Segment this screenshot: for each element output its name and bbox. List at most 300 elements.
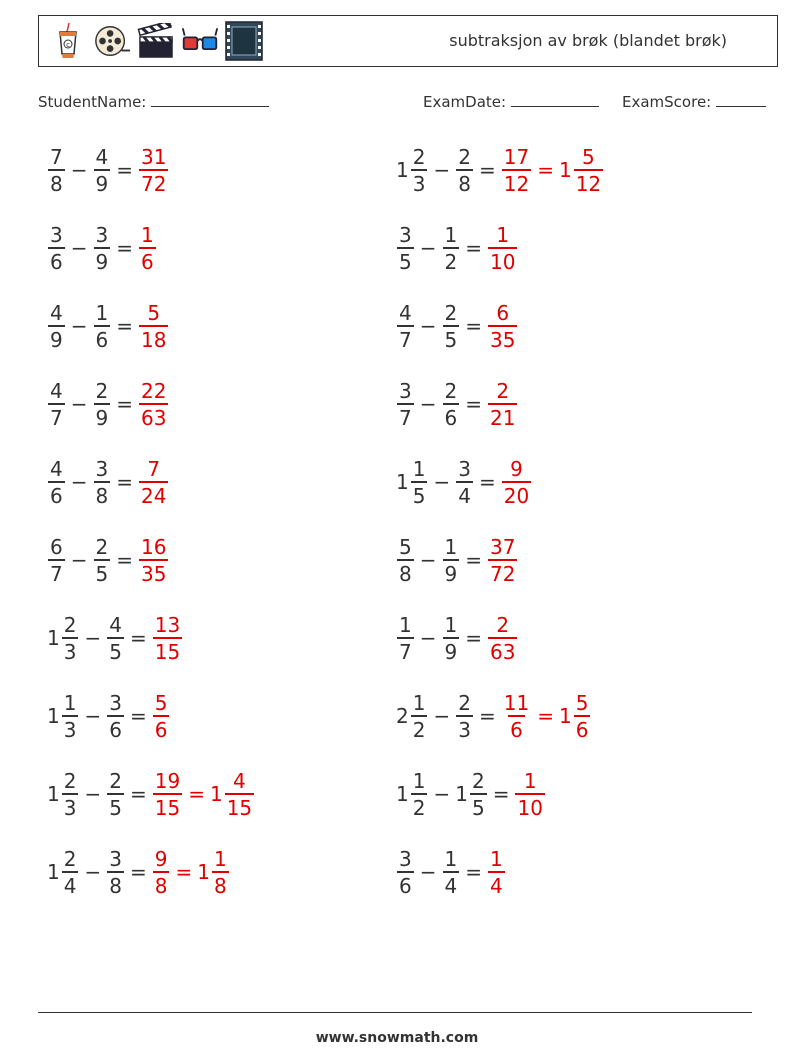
minus-sign: − [419,392,437,416]
answer [138,456,169,508]
answer [501,690,592,742]
minus-sign: − [419,626,437,650]
minuend-fraction-denominator: 8 [397,559,414,584]
answer-mixed-number [574,690,591,742]
equals-sign: = [465,392,482,416]
answer-fraction-numerator: 5 [147,300,161,325]
minuend-fraction-whole: 1 [47,782,60,806]
answer [487,222,518,274]
3d-glasses-icon [181,21,219,61]
answer-fraction-numerator: 1 [141,222,154,247]
minuend-fraction-numerator: 3 [399,378,412,403]
subtrahend-fraction-denominator: 6 [107,715,124,740]
answer-fraction [139,222,156,274]
minuend-fraction [397,222,414,274]
minuend-fraction-whole: 2 [396,704,409,728]
answer-fraction [153,612,182,664]
subtrahend-fraction [456,690,473,742]
footer-url: www.snowmath.com [315,1030,479,1046]
equals-sign: = [465,626,482,650]
problem-item [47,530,169,590]
minus-sign: − [70,314,88,338]
problem-item [396,686,591,746]
subtrahend-fraction-numerator: 2 [444,378,458,403]
minuend-fraction-denominator: 7 [48,559,65,584]
answer-fraction-numerator: 19 [154,768,181,793]
answer-mixed-number-numerator: 5 [582,144,595,169]
answer-fraction-denominator: 18 [139,325,168,350]
exam-date-label: ExamDate: [423,93,507,111]
problem-item [396,374,518,434]
answer-equals-sign: = [537,158,554,182]
answer-equals-sign: = [188,782,205,806]
minuend-fraction [62,846,79,898]
answer-fraction-denominator: 72 [139,169,168,194]
subtrahend-fraction [443,846,460,898]
answer [487,534,518,586]
equals-sign: = [116,548,133,572]
subtrahend-fraction-numerator: 2 [109,768,122,793]
subtrahend-fraction-denominator: 9 [94,169,111,194]
minus-sign: − [70,548,88,572]
clapperboard-icon [137,21,175,61]
minus-sign: − [419,860,437,884]
minuend-fraction-numerator: 3 [399,222,412,247]
answer-fraction [153,768,182,820]
minuend-fraction-denominator: 7 [397,403,414,428]
answer-fraction-denominator: 63 [488,637,517,662]
subtrahend-fraction [443,534,460,586]
minus-sign: − [419,548,437,572]
minuend-fraction [62,612,79,664]
minuend-fraction [397,300,414,352]
subtrahend-fraction-denominator: 5 [107,793,124,818]
subtrahend-fraction-denominator: 5 [443,325,460,350]
subtrahend-fraction [94,300,111,352]
answer [138,300,169,352]
answer-fraction-numerator: 9 [154,846,168,871]
answer [138,378,169,430]
subtrahend-fraction-denominator: 9 [443,637,460,662]
problem-item [396,218,518,278]
answer-fraction-denominator: 6 [153,715,170,740]
answer-mixed-number-whole: 1 [197,860,210,884]
equals-sign: = [465,860,482,884]
problem-item [47,218,157,278]
answer-mixed-number [225,768,254,820]
minuend-fraction [411,456,428,508]
subtrahend-fraction-numerator: 3 [109,846,122,871]
problem-item [47,140,169,200]
minus-sign: − [70,158,88,182]
minuend-fraction [48,144,65,196]
answer-mixed-number-denominator: 6 [574,715,591,740]
minuend-fraction-denominator: 2 [411,715,428,740]
answer-fraction-denominator: 10 [488,247,517,272]
subtrahend-fraction-denominator: 5 [107,637,124,662]
minus-sign: − [419,314,437,338]
subtrahend-fraction [456,144,473,196]
subtrahend-fraction [443,222,460,274]
minuend-fraction-denominator: 7 [48,403,65,428]
answer-fraction-denominator: 24 [139,481,168,506]
answer-fraction [488,534,517,586]
minuend-fraction-denominator: 7 [397,637,414,662]
problem-item [47,842,230,902]
subtrahend-fraction-numerator: 2 [444,300,458,325]
answer-fraction-denominator: 15 [153,637,182,662]
answer-fraction-numerator: 7 [147,456,161,481]
minuend-fraction [397,846,414,898]
equals-sign: = [478,158,496,182]
minuend-fraction-whole: 1 [396,782,409,806]
answer-fraction-numerator: 6 [496,300,510,325]
answer-fraction [488,300,517,352]
answer-fraction-denominator: 72 [488,559,517,584]
subtrahend-fraction [443,612,460,664]
minus-sign: − [433,782,451,806]
answer-mixed-number [212,846,229,898]
answer-fraction-numerator: 37 [490,534,516,559]
answer [152,612,183,664]
subtrahend-fraction [94,456,111,508]
subtrahend-fraction-numerator: 1 [95,300,109,325]
minus-sign: − [419,236,437,260]
minuend-fraction [48,378,65,430]
film-frame-icon [225,21,263,61]
answer [138,222,157,274]
subtrahend-fraction-numerator: 3 [109,690,122,715]
subtrahend-fraction [443,378,460,430]
answer-fraction [139,534,168,586]
answer-fraction [502,144,531,196]
answer-fraction [502,690,531,742]
subtrahend-fraction-numerator: 2 [458,144,471,169]
answer-mixed-number-numerator: 5 [575,690,589,715]
subtrahend-fraction-numerator: 2 [471,768,485,793]
answer [152,846,230,898]
minuend-fraction-denominator: 7 [397,325,414,350]
film-reel-icon [93,21,131,61]
problem-item [47,374,169,434]
minuend-fraction [48,222,65,274]
minuend-fraction-numerator: 2 [412,144,426,169]
minus-sign: − [433,704,451,728]
answer-fraction [139,456,168,508]
exam-score-blank[interactable] [716,94,766,107]
subtrahend-fraction [94,222,111,274]
subtrahend-fraction [107,612,124,664]
minus-sign: − [84,704,102,728]
header-icons [49,21,263,61]
minuend-fraction [397,534,414,586]
equals-sign: = [116,314,133,338]
minuend-fraction-whole: 1 [396,158,409,182]
answer-fraction [488,378,517,430]
subtrahend-fraction-denominator: 8 [107,871,124,896]
subtrahend-fraction [94,534,111,586]
minuend-fraction-whole: 1 [47,704,60,728]
answer-mixed-number-denominator: 12 [574,169,603,194]
subtrahend-fraction-denominator: 9 [94,247,111,272]
answer-fraction [502,456,531,508]
problem-item [396,530,518,590]
answer-fraction [488,222,517,274]
subtrahend-fraction [470,768,487,820]
minuend-fraction-numerator: 1 [399,612,412,637]
problem-item [47,296,169,356]
equals-sign: = [129,782,147,806]
subtrahend-fraction-denominator: 8 [456,169,473,194]
problem-item [47,764,255,824]
exam-date-field[interactable] [423,93,599,111]
answer-fraction-numerator: 2 [496,378,510,403]
minuend-fraction-denominator: 6 [48,481,65,506]
student-name-blank[interactable] [151,94,269,107]
minus-sign: − [70,236,88,260]
minuend-fraction [411,768,428,820]
header-box [38,15,778,67]
equals-sign: = [478,704,496,728]
subtrahend-fraction [107,768,124,820]
minus-sign: − [70,470,88,494]
minuend-fraction-numerator: 4 [50,378,63,403]
minuend-fraction [397,612,414,664]
problem-item [396,452,532,512]
subtrahend-fraction [94,144,111,196]
answer-fraction-denominator: 21 [488,403,517,428]
problem-item [396,296,518,356]
answer [501,144,604,196]
footer-divider [38,1012,752,1013]
subtrahend-fraction-numerator: 3 [95,456,109,481]
answer-fraction-denominator: 10 [515,793,544,818]
equals-sign: = [465,236,482,260]
equals-sign: = [465,314,482,338]
minuend-fraction [48,534,65,586]
exam-score-label: ExamScore: [622,93,712,111]
subtrahend-fraction-denominator: 4 [443,871,460,896]
answer-mixed-number-denominator: 15 [225,793,254,818]
minus-sign: − [70,392,88,416]
minuend-fraction-denominator: 8 [48,169,65,194]
subtrahend-fraction [94,378,111,430]
subtrahend-fraction [107,690,124,742]
problem-item [396,608,518,668]
minuend-fraction-whole: 1 [47,860,60,884]
minuend-fraction [411,144,428,196]
subtrahend-fraction-denominator: 5 [94,559,111,584]
minus-sign: − [84,626,102,650]
svg-text:c: c [66,41,70,49]
answer-fraction [139,144,168,196]
problem-item [396,140,604,200]
minuend-fraction-whole: 1 [47,626,60,650]
minuend-fraction-whole: 1 [396,470,409,494]
minuend-fraction-numerator: 1 [412,690,426,715]
answer [152,768,255,820]
answer-fraction-denominator: 12 [502,169,531,194]
answer [487,846,506,898]
minus-sign: − [84,860,102,884]
equals-sign: = [116,236,133,260]
subtrahend-fraction-whole: 1 [455,782,468,806]
worksheet-title: subtraksjon av brøk (blandet brøk) [449,31,727,50]
minuend-fraction [411,690,428,742]
answer-fraction-denominator: 4 [488,871,505,896]
answer-fraction-numerator: 2 [496,612,510,637]
subtrahend-fraction-denominator: 4 [456,481,473,506]
answer-fraction [153,846,170,898]
answer-mixed-number-numerator: 4 [233,768,246,793]
minuend-fraction-numerator: 4 [399,300,412,325]
minuend-fraction-numerator: 6 [50,534,63,559]
exam-date-blank[interactable] [511,94,599,107]
minuend-fraction-numerator: 4 [50,300,63,325]
answer-fraction [515,768,544,820]
equals-sign: = [116,470,133,494]
answer-fraction [139,300,168,352]
answer-fraction-denominator: 6 [139,247,156,272]
minus-sign: − [84,782,102,806]
problem-item [396,764,546,824]
answer-fraction-denominator: 63 [139,403,168,428]
subtrahend-fraction-denominator: 6 [94,325,111,350]
minuend-fraction-numerator: 3 [50,222,63,247]
equals-sign: = [129,860,147,884]
minuend-fraction-numerator: 1 [412,768,426,793]
minuend-fraction-denominator: 9 [48,325,65,350]
equals-sign: = [478,470,496,494]
subtrahend-fraction-numerator: 1 [444,846,458,871]
subtrahend-fraction-numerator: 1 [444,222,458,247]
answer [501,456,532,508]
subtrahend-fraction [107,846,124,898]
subtrahend-fraction [456,456,473,508]
subtrahend-fraction-denominator: 6 [443,403,460,428]
subtrahend-fraction-denominator: 3 [456,715,473,740]
answer [514,768,545,820]
equals-sign: = [129,626,147,650]
exam-score-field[interactable] [622,93,766,111]
minuend-fraction-denominator: 2 [411,793,428,818]
minuend-fraction-denominator: 3 [62,637,79,662]
subtrahend-fraction-denominator: 2 [443,247,460,272]
subtrahend-fraction-numerator: 3 [458,456,471,481]
answer-fraction-numerator: 9 [510,456,523,481]
answer-fraction-numerator: 1 [496,222,510,247]
answer-fraction-numerator: 31 [141,144,167,169]
minuend-fraction [48,300,65,352]
minuend-fraction-numerator: 4 [50,456,63,481]
minuend-fraction-numerator: 5 [399,534,412,559]
minuend-fraction [48,456,65,508]
equals-sign: = [465,548,482,572]
answer-fraction-numerator: 13 [154,612,181,637]
answer-mixed-number-numerator: 1 [213,846,227,871]
subtrahend-fraction [443,300,460,352]
equals-sign: = [129,704,147,728]
answer-fraction-numerator: 22 [141,378,167,403]
minuend-fraction-denominator: 5 [411,481,428,506]
student-name-label: StudentName: [38,93,147,111]
subtrahend-fraction-numerator: 4 [95,144,109,169]
minuend-fraction [62,690,79,742]
student-name-field[interactable] [38,93,269,111]
answer-mixed-number-whole: 1 [558,158,572,182]
answer-fraction [488,846,505,898]
minuend-fraction-denominator: 6 [397,871,414,896]
subtrahend-fraction-denominator: 5 [470,793,487,818]
answer [487,378,518,430]
equals-sign: = [492,782,510,806]
answer-fraction-denominator: 15 [153,793,182,818]
answer [138,534,169,586]
minuend-fraction-denominator: 3 [62,715,79,740]
minuend-fraction-numerator: 1 [412,456,426,481]
minuend-fraction-denominator: 6 [48,247,65,272]
answer-fraction [139,378,168,430]
answer-equals-sign: = [537,704,554,728]
answer-mixed-number [574,144,603,196]
minuend-fraction-numerator: 2 [63,768,77,793]
answer-fraction-denominator: 8 [153,871,170,896]
subtrahend-fraction-denominator: 9 [94,403,111,428]
answer-fraction [153,690,170,742]
answer-fraction-numerator: 11 [503,690,530,715]
problem-item [396,842,506,902]
subtrahend-fraction-numerator: 1 [444,534,458,559]
answer [487,300,518,352]
problem-item [47,686,170,746]
minuend-fraction-denominator: 4 [62,871,79,896]
subtrahend-fraction-numerator: 2 [95,534,109,559]
answer-fraction-denominator: 6 [508,715,525,740]
answer-fraction [488,612,517,664]
subtrahend-fraction-denominator: 8 [94,481,111,506]
minuend-fraction-numerator: 2 [63,846,77,871]
minuend-fraction [397,378,414,430]
answer-mixed-number-denominator: 8 [212,871,229,896]
answer-fraction-denominator: 35 [488,325,517,350]
answer-fraction-denominator: 35 [139,559,168,584]
answer-equals-sign: = [175,860,193,884]
minuend-fraction-numerator: 3 [399,846,412,871]
equals-sign: = [116,158,133,182]
answer-fraction-numerator: 5 [154,690,168,715]
answer-fraction-numerator: 1 [490,846,503,871]
subtrahend-fraction-numerator: 4 [109,612,122,637]
subtrahend-fraction-numerator: 2 [95,378,109,403]
problem-item [47,452,169,512]
subtrahend-fraction-denominator: 9 [443,559,460,584]
minuend-fraction [62,768,79,820]
answer-fraction-numerator: 1 [523,768,537,793]
answer-fraction-numerator: 17 [503,144,530,169]
minuend-fraction-numerator: 2 [63,612,77,637]
answer-fraction-numerator: 16 [141,534,167,559]
answer [152,690,171,742]
minuend-fraction-denominator: 3 [411,169,428,194]
subtrahend-fraction-numerator: 1 [444,612,458,637]
answer [138,144,169,196]
subtrahend-fraction-numerator: 3 [95,222,109,247]
equals-sign: = [116,392,133,416]
minuend-fraction-numerator: 7 [50,144,63,169]
minus-sign: − [433,470,451,494]
answer [487,612,518,664]
minuend-fraction-denominator: 3 [62,793,79,818]
